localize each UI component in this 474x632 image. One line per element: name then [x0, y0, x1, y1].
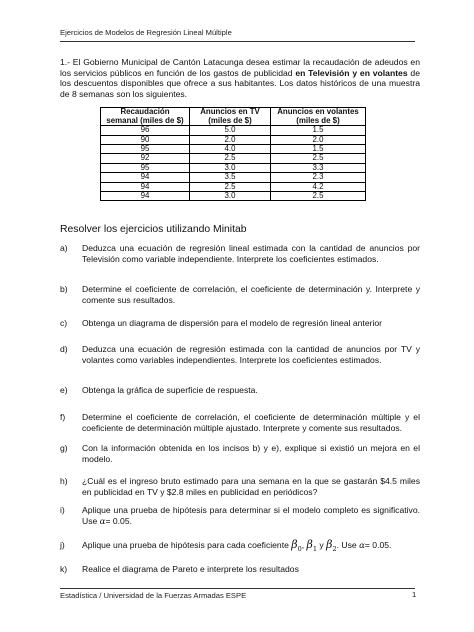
table-cell: 3.3 [271, 163, 366, 172]
problem-statement [60, 57, 420, 99]
table-row [101, 173, 366, 182]
column-header: Recaudación semanal (miles de $) [101, 108, 190, 126]
table-cell: 94 [101, 192, 190, 201]
alpha-symbol: α [99, 516, 106, 527]
table-cell: 5.0 [190, 126, 271, 135]
exercise-f [60, 412, 420, 434]
table-cell: 1.5 [271, 126, 366, 135]
exercise-text: Determine el coeficiente de correlación, el coeficiente de determinación múltiple y el coeficiente de determinación múltiple ajustado. Interprete y comente sus resultados. [82, 412, 420, 433]
exercise-marker: a) [60, 243, 68, 253]
beta-2-symbol: $\beta_2$ [326, 538, 337, 554]
table-cell: 3.5 [190, 173, 271, 182]
table-cell: 2.0 [190, 135, 271, 144]
table-row [101, 154, 366, 163]
exercise-d [60, 344, 420, 366]
exercise-a [60, 243, 420, 265]
beta-1-symbol: $\beta_1$ [306, 538, 318, 554]
table-cell: 94 [101, 182, 190, 191]
exercise-text: Con la información obtenida en los incisos b) y e), explique si existió un mejora en el modelo. [82, 443, 420, 464]
exercise-marker: e) [60, 385, 68, 395]
exercise-text: Aplique una prueba de hipótesis para determinar si el modelo completo es significativo. Use α= 0.05. [82, 505, 420, 527]
exercise-text: Deduzca una ecuación de regresión estimada con la cantidad de anuncios por TV y volantes como variables independientes. Interprete los coeficientes estimados. [82, 344, 420, 365]
table-cell: 3.0 [190, 192, 271, 201]
table-row [101, 126, 366, 135]
exercise-text: Deduzca una ecuación de regresión lineal estimada con la cantidad de anuncios por Televisión como variable independiente. Interprete los coeficientes estimados. [82, 243, 420, 264]
column-header: Anuncios en volantes (miles de $) [271, 108, 366, 126]
footer-divider [60, 588, 415, 589]
exercise-marker: h) [60, 476, 68, 486]
table-cell: 4.2 [271, 182, 366, 191]
exercise-text: Obtenga un diagrama de dispersión para el modelo de regresión lineal anterior [82, 318, 383, 328]
section-title: Resolver los ejercicios utilizando Minitab [60, 224, 247, 235]
exercise-marker: f) [60, 412, 66, 422]
exercise-h [60, 476, 420, 498]
exercise-marker: b) [60, 284, 68, 294]
alpha-symbol: α [359, 541, 365, 551]
exercise-text: Obtenga la gráfica de superficie de respuesta. [82, 385, 258, 395]
table-cell: 2.5 [190, 154, 271, 163]
exercise-marker: g) [60, 443, 68, 453]
exercise-marker: d) [60, 344, 68, 354]
exercise-marker: i) [60, 505, 65, 515]
page-number: 1 [412, 590, 417, 599]
table-cell: 92 [101, 154, 190, 163]
table-cell: 2.5 [190, 182, 271, 191]
header-divider [60, 41, 415, 42]
table-cell: 95 [101, 145, 190, 154]
statement-bold: en Televisión y en volantes [295, 67, 408, 78]
table-cell: 2.0 [271, 135, 366, 144]
exercise-text: Aplique una prueba de hipótesis para cada coeficiente $\beta_0$, $\beta_1$ y $\beta_2$. Use α= 0.05. [82, 538, 392, 554]
table-row [101, 192, 366, 201]
exercise-e [60, 385, 420, 396]
exercise-b [60, 284, 420, 306]
exercise-marker: j) [60, 540, 65, 550]
table-cell: 96 [101, 126, 190, 135]
exercise-c [60, 318, 420, 329]
table-cell: 4.0 [190, 145, 271, 154]
statement-text-2: de los descuentos disponibles que ofrece a sus habitantes. Los datos históricos de una muestra de 8 semanas son los siguientes. [60, 67, 420, 99]
exercise-text: Realice el diagrama de Pareto e interprete los resultados [82, 564, 299, 574]
data-table [100, 107, 366, 201]
table-cell: 2.5 [271, 154, 366, 163]
exercise-j [60, 540, 420, 555]
page-footer: Estadística / Universidad de la Fuerzas Armadas ESPE [60, 591, 247, 600]
exercise-g [60, 443, 420, 465]
table-header-row [101, 108, 366, 126]
table-cell: 90 [101, 135, 190, 144]
exercise-marker: k) [60, 564, 68, 574]
table-cell: 1.5 [271, 145, 366, 154]
table-cell: 2.5 [271, 192, 366, 201]
exercise-text: ¿Cuál es el ingreso bruto estimado para una semana en la que se gastarán $4.5 miles en publicidad en TV y $2.8 miles en publicidad en periódicos? [82, 476, 420, 497]
exercise-text: Determine el coeficiente de correlación, el coeficiente de determinación y. Interprete y comente sus resultados. [82, 284, 420, 305]
table-cell: 95 [101, 163, 190, 172]
statement-text-1: 1.- El Gobierno Municipal de Cantón Latacunga desea estimar la recaudación de adeudos en los servicios públicos en función de los gastos de publicidad [60, 57, 420, 78]
table-cell: 94 [101, 173, 190, 182]
column-header: Anuncios en TV (miles de $) [190, 108, 271, 126]
exercise-k [60, 564, 420, 575]
table-cell: 3.0 [190, 163, 271, 172]
page-header: Ejercicios de Modelos de Regresión Lineal Múltiple [60, 28, 232, 37]
exercise-marker: c) [60, 318, 68, 328]
beta-0-symbol: $\beta_0$ [291, 538, 302, 554]
exercise-i [60, 505, 420, 528]
table-cell: 2.3 [271, 173, 366, 182]
